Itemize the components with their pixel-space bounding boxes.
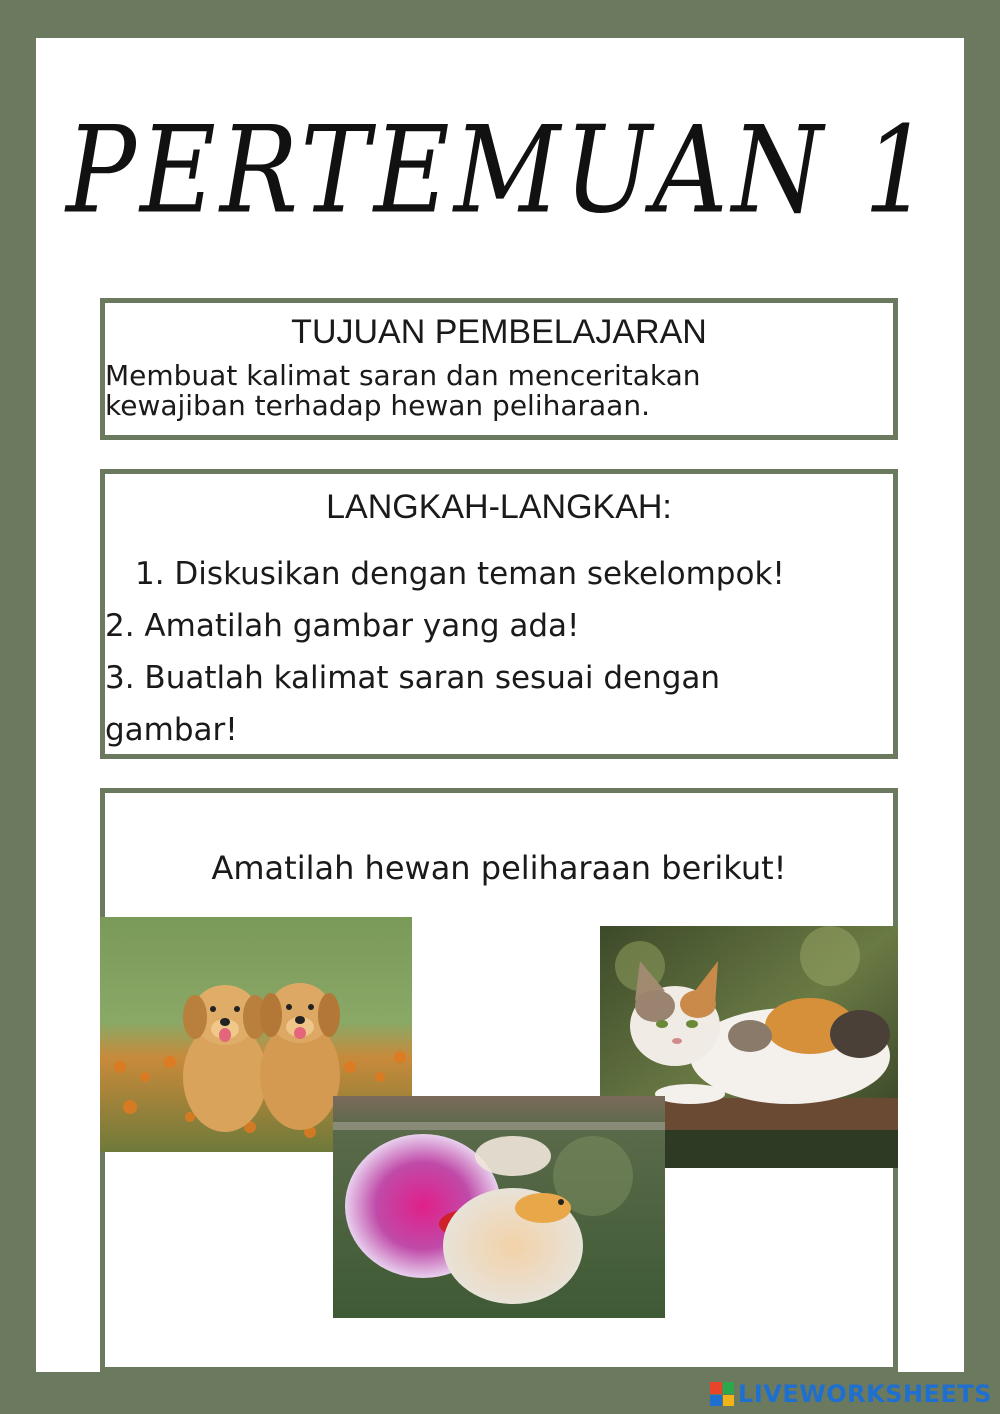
objective-box	[100, 298, 898, 440]
brand-label: LIVEWORKSHEETS	[738, 1380, 992, 1408]
step-item-2: 2. Amatilah gambar yang ada!	[105, 608, 580, 644]
page-title: PERTEMUAN 1	[66, 99, 934, 241]
step-item-3: 3. Buatlah kalimat saran sesuai dengan	[105, 660, 721, 696]
step-item-1: 1. Diskusikan dengan teman sekelompok!	[135, 556, 785, 592]
objective-heading: TUJUAN PEMBELAJARAN	[291, 313, 707, 351]
step-item-3-continued: gambar!	[105, 712, 238, 748]
steps-box	[100, 469, 898, 759]
objective-line-1: Membuat kalimat saran dan menceritakan	[105, 359, 701, 392]
liveworksheets-brand[interactable]	[710, 1380, 992, 1408]
betta-fish-photo	[333, 1096, 665, 1318]
steps-heading: LANGKAH-LANGKAH:	[326, 488, 672, 526]
objective-line-2: kewajiban terhadap hewan peliharaan.	[105, 389, 650, 422]
objective-text	[105, 361, 865, 421]
liveworksheets-logo-icon	[710, 1382, 734, 1406]
observe-heading: Amatilah hewan peliharaan berikut!	[211, 849, 787, 887]
